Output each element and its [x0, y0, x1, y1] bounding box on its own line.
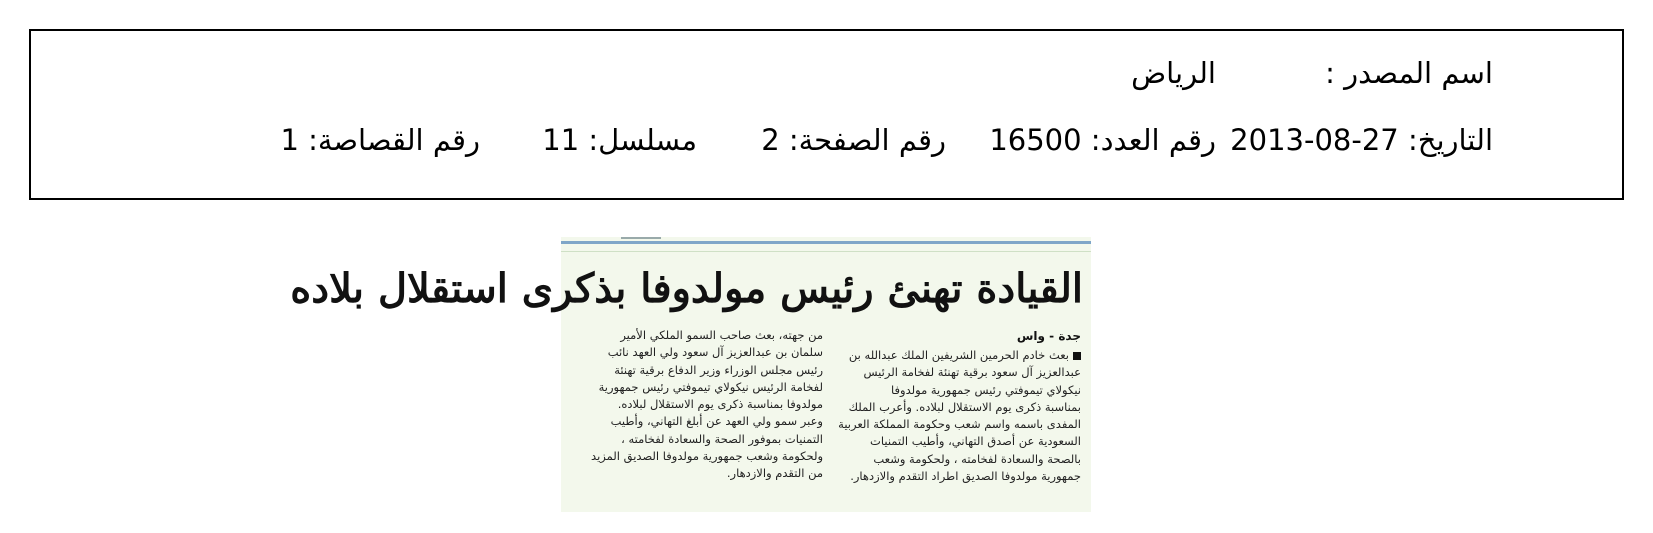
article-line-text: لفخامة الرئيس نيكولاي تيموفتي رئيس جمهورية [598, 379, 823, 394]
article-line-text: من التقدم والازدهار. [726, 466, 823, 481]
article-line-text: بمناسبة ذكرى يوم الاستقلال لبلاده. وأعرب الملك [848, 399, 1081, 414]
article-column-left [573, 327, 823, 483]
source-value: الرياض [1131, 56, 1216, 90]
article-line-text: مولدوفا بمناسبة ذكرى يوم الاستقلال لبلاده. [617, 397, 823, 412]
article-line [836, 382, 1081, 399]
top-rule [561, 241, 1091, 244]
page-number-field: رقم الصفحة: 2 [761, 123, 946, 157]
article-column-right [836, 347, 1081, 485]
article-line-text: رئيس مجلس الوزراء وزير الدفاع برقية تهنئة [614, 362, 823, 377]
article-line [836, 433, 1081, 450]
top-rule-fragment [621, 237, 661, 239]
article-line [573, 431, 823, 448]
article-line [573, 413, 823, 430]
article-line [573, 362, 823, 379]
article-line-text: بالصحة والسعادة لفخامته ، ولحكومة وشعب [873, 451, 1081, 466]
article-line-text: من جهته، بعث صاحب السمو الملكي الأمير [620, 328, 823, 342]
article-line [836, 399, 1081, 416]
article-line-text: بعث خادم الحرمين الشريفين الملك عبدالله بن [848, 348, 1069, 362]
article-line [836, 347, 1081, 364]
square-bullet-icon [1073, 352, 1081, 360]
article-dateline: جدة - واس [1016, 329, 1081, 343]
article-line-text: جمهورية مولدوفا الصديق اطراد التقدم والازدهار. [850, 469, 1081, 484]
article-line [573, 396, 823, 413]
article-line [573, 379, 823, 396]
source-label: اسم المصدر : [1325, 56, 1493, 90]
article-line [836, 416, 1081, 433]
article-line [573, 327, 823, 344]
article-line-text: المفدى باسمه واسم شعب وحكومة المملكة العربية [838, 417, 1081, 432]
article-line [836, 364, 1081, 381]
article-line-text: السعودية عن أصدق التهاني، وأطيب التمنيات [870, 434, 1081, 449]
article-line-text: وعبر سمو ولي العهد عن أبلغ التهاني، وأطيب [610, 414, 823, 429]
clipping-info-box [29, 29, 1624, 200]
issue-number-field: رقم العدد: 16500 [989, 123, 1216, 157]
newspaper-clipping [290, 237, 1091, 512]
date-field: التاريخ: 27-08-2013 [1230, 123, 1493, 157]
article-line-text: التمنيات بموفور الصحة والسعادة لفخامته ، [621, 431, 823, 446]
article-line [573, 344, 823, 361]
article-line [836, 468, 1081, 485]
article-line-text: نيكولاي تيموفتي رئيس جمهورية مولدوفا [891, 382, 1081, 397]
top-rule-thin [561, 251, 1091, 252]
article-line [836, 451, 1081, 468]
serial-field: مسلسل: 11 [542, 123, 697, 157]
article-line-text: سلمان بن عبدالعزيز آل سعود ولي العهد نائب [607, 345, 823, 360]
article-headline: القيادة تهنئ رئيس مولدوفا بذكرى استقلال بلاده [290, 265, 1083, 312]
article-line-text: عبدالعزيز آل سعود برقية تهنئة لفخامة الرئيس [863, 365, 1081, 380]
clipping-number-field: رقم القصاصة: 1 [280, 123, 480, 157]
article-line [573, 465, 823, 482]
article-line [573, 448, 823, 465]
article-line-text: ولحكومة وشعب جمهورية مولدوفا الصديق المزيد [591, 449, 823, 464]
